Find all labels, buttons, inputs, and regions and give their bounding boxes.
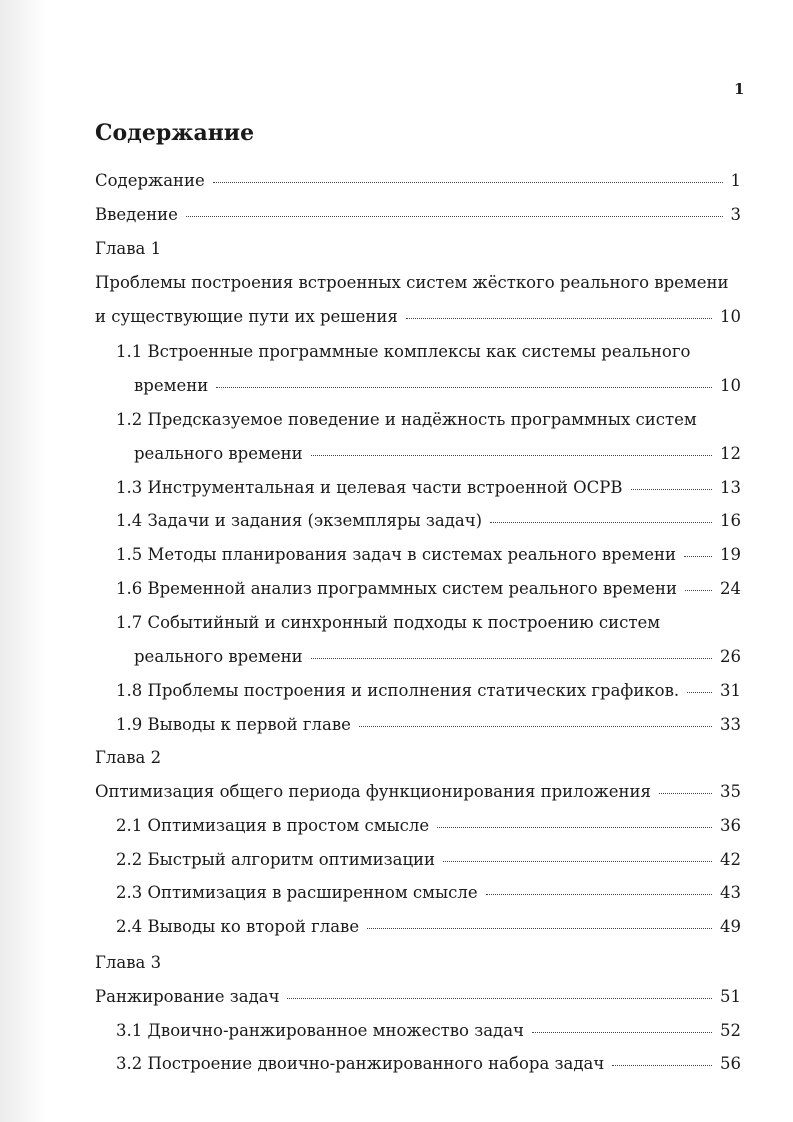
dot-leader <box>213 181 723 183</box>
toc-label: Содержание <box>95 171 205 190</box>
toc-page: 56 <box>720 1054 741 1073</box>
toc-page: 12 <box>720 444 741 463</box>
toc-page: 51 <box>720 987 741 1006</box>
toc-entry-3-1[interactable] <box>116 1019 741 1043</box>
toc-chapter-1-heading <box>95 237 741 261</box>
toc-page: 35 <box>720 782 741 801</box>
toc-page: 31 <box>720 681 741 700</box>
toc-entry-1-2-cont[interactable] <box>134 442 741 466</box>
dot-leader <box>437 826 712 828</box>
toc-title: Содержание <box>95 120 255 146</box>
toc-entry-1-1-cont[interactable] <box>134 374 741 398</box>
toc-label: 1.6 Временной анализ программных систем реального времени <box>116 579 678 598</box>
dot-leader <box>612 1064 712 1066</box>
toc-label: 1.4 Задачи и задания (экземпляры задач) <box>116 511 483 530</box>
toc-entry-1-7[interactable] <box>116 611 741 635</box>
dot-leader <box>631 488 713 490</box>
toc-page: 49 <box>720 917 741 936</box>
toc-label: 1.2 Предсказуемое поведение и надёжность программных систем <box>116 410 697 429</box>
toc-label: Глава 3 <box>95 953 162 972</box>
toc-chapter-3-title[interactable] <box>95 985 741 1009</box>
toc-label: 1.9 Выводы к первой главе <box>116 715 351 734</box>
toc-label: 2.4 Выводы ко второй главе <box>116 917 360 936</box>
toc-label: реального времени <box>134 647 303 666</box>
toc-entry-1-3[interactable] <box>116 476 741 500</box>
toc-label: Оптимизация общего периода функционирования приложения <box>95 782 651 801</box>
toc-entry-2-2[interactable] <box>116 848 741 872</box>
toc-entry-2-4[interactable] <box>116 915 741 939</box>
toc-page: 10 <box>720 307 741 326</box>
toc-entry-contents[interactable] <box>95 169 741 193</box>
dot-leader <box>186 215 723 217</box>
toc-label: 1.5 Методы планирования задач в системах реального времени <box>116 545 677 564</box>
dot-leader <box>216 386 712 388</box>
dot-leader <box>532 1031 712 1033</box>
toc-chapter-2-heading <box>95 746 741 770</box>
toc-label: Ранжирование задач <box>95 987 280 1006</box>
toc-chapter-1-title[interactable] <box>95 271 741 295</box>
dot-leader <box>659 792 712 794</box>
dot-leader <box>367 927 712 929</box>
toc-entry-3-2[interactable] <box>116 1052 741 1076</box>
toc-page: 26 <box>720 647 741 666</box>
toc-entry-2-3[interactable] <box>116 881 741 905</box>
dot-leader <box>684 555 712 557</box>
dot-leader <box>685 589 712 591</box>
toc-entry-2-1[interactable] <box>116 814 741 838</box>
toc-chapter-2-title[interactable] <box>95 780 741 804</box>
toc-label: 1.1 Встроенные программные комплексы как системы реального <box>116 342 691 361</box>
toc-page: 1 <box>730 171 741 190</box>
dot-leader <box>311 657 712 659</box>
dot-leader <box>287 997 712 999</box>
toc-page: 33 <box>720 715 741 734</box>
toc-page: 42 <box>720 850 741 869</box>
toc-entry-introduction[interactable] <box>95 203 741 227</box>
page-number: 1 <box>734 80 745 98</box>
toc-label: 1.3 Инструментальная и целевая части встроенной ОСРВ <box>116 478 623 497</box>
toc-label: Глава 2 <box>95 748 162 767</box>
toc-entry-1-9[interactable] <box>116 713 741 737</box>
toc-label: 3.1 Двоично-ранжированное множество задач <box>116 1021 524 1040</box>
dot-leader <box>359 725 712 727</box>
dot-leader <box>490 521 712 523</box>
toc-label: 2.1 Оптимизация в простом смысле <box>116 816 430 835</box>
toc-label: 3.2 Построение двоично-ранжированного набора задач <box>116 1054 605 1073</box>
toc-entry-1-1[interactable] <box>116 340 741 364</box>
toc-label: Проблемы построения встроенных систем жёсткого реального времени <box>95 273 729 292</box>
toc-page: 19 <box>720 545 741 564</box>
toc-entry-1-8[interactable] <box>116 679 741 703</box>
toc-label: и существующие пути их решения <box>95 307 398 326</box>
toc-page: 13 <box>720 478 741 497</box>
toc-chapter-1-title-cont[interactable] <box>95 305 741 329</box>
toc-entry-1-5[interactable] <box>116 543 741 567</box>
toc-page: 43 <box>720 883 741 902</box>
toc-label: реального времени <box>134 444 303 463</box>
toc-page: 24 <box>720 579 741 598</box>
toc-entry-1-6[interactable] <box>116 577 741 601</box>
toc-label: Введение <box>95 205 178 224</box>
dot-leader <box>406 317 712 319</box>
toc-label: 1.7 Событийный и синхронный подходы к построению систем <box>116 613 661 632</box>
toc-page: 16 <box>720 511 741 530</box>
toc-label: 2.3 Оптимизация в расширенном смысле <box>116 883 478 902</box>
toc-chapter-3-heading <box>95 951 741 975</box>
toc-label: времени <box>134 376 209 395</box>
toc-entry-1-2[interactable] <box>116 408 741 432</box>
toc-page: 36 <box>720 816 741 835</box>
toc-label: Глава 1 <box>95 239 162 258</box>
toc-page: 52 <box>720 1021 741 1040</box>
toc-page: 10 <box>720 376 741 395</box>
toc-label: 2.2 Быстрый алгоритм оптимизации <box>116 850 436 869</box>
toc-entry-1-7-cont[interactable] <box>134 645 741 669</box>
toc-entry-1-4[interactable] <box>116 509 741 533</box>
dot-leader <box>486 893 712 895</box>
dot-leader <box>443 860 712 862</box>
dot-leader <box>311 454 712 456</box>
toc-label: 1.8 Проблемы построения и исполнения статических графиков. <box>116 681 680 700</box>
dot-leader <box>687 691 712 693</box>
toc-page: 3 <box>730 205 741 224</box>
